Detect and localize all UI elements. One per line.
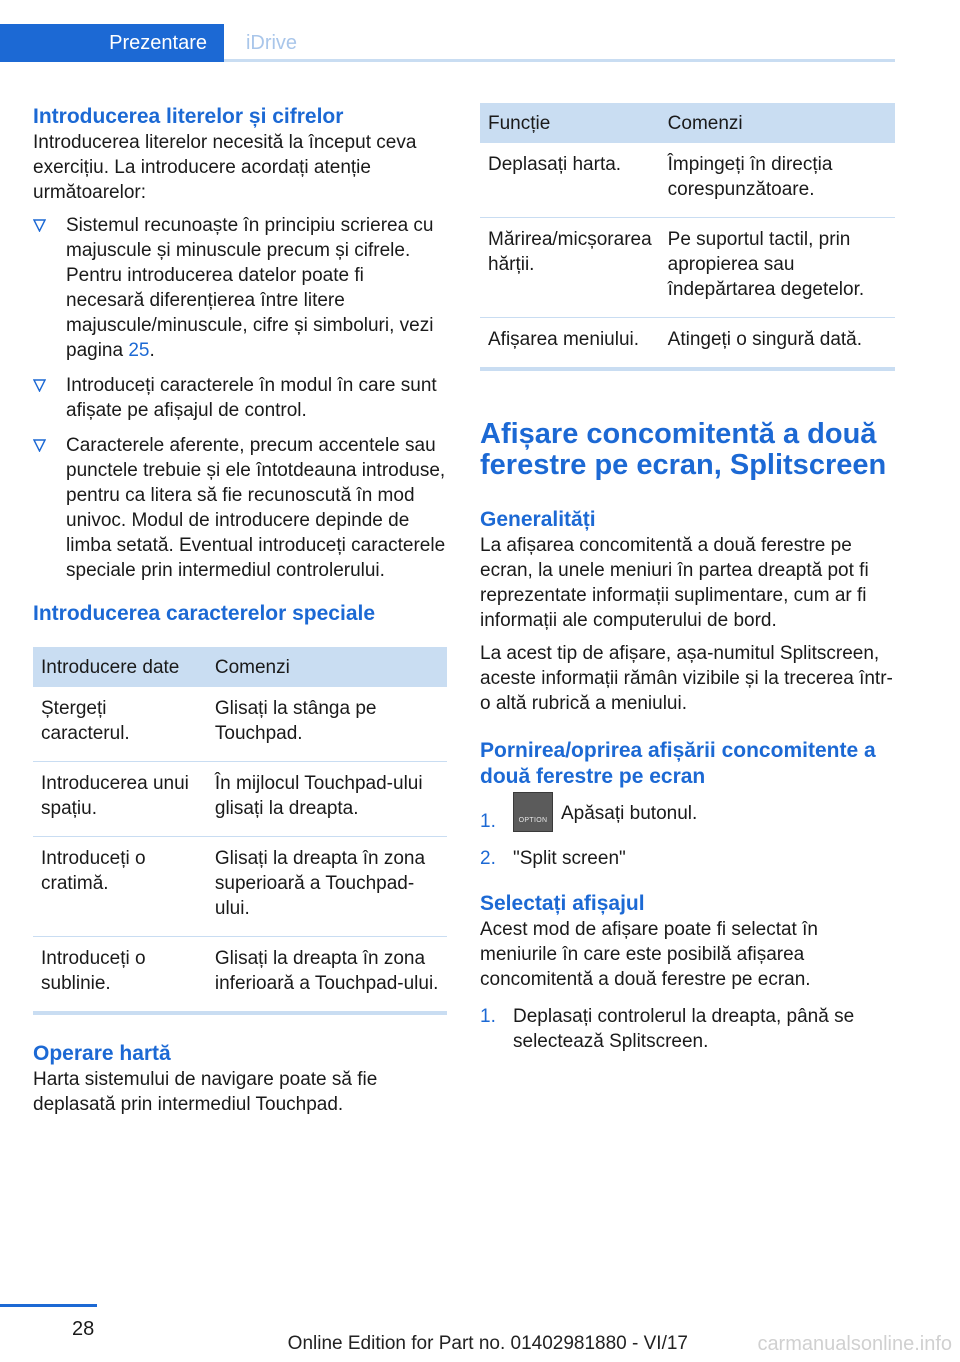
table-cell: Ștergeți caracterul. (33, 687, 207, 762)
table-row (33, 687, 447, 762)
list-item (480, 1004, 895, 1054)
table-cell: Afișarea meniului. (488, 329, 640, 350)
table-bottom-rule (33, 1011, 447, 1015)
triangle-bullet-icon (33, 439, 46, 452)
table-row (480, 318, 895, 368)
table-cell: Glisați la dreapta în zona superioară a Touchpad-ului. (207, 837, 447, 937)
select-text: Acest mod de afișare poate fi selectat în meniurile în care este posibilă afișarea concomitentă a două ferestre pe ecran. (480, 919, 818, 990)
table-cell: Introduceți o sublinie. (41, 948, 146, 994)
chapter-title-splitscreen: Afișare concomitentă a două ferestre pe ecran, Splitscreen (480, 418, 887, 481)
bullet-text-end: . (149, 340, 155, 361)
option-button-label: OPTION (518, 817, 548, 824)
step-number: 2. (480, 848, 496, 869)
special-chars-table (33, 647, 447, 1011)
left-column (33, 100, 447, 1117)
section-title-select: Selectați afișajul (480, 892, 645, 915)
table-row (480, 218, 895, 318)
option-button-icon (513, 792, 553, 832)
right-column (480, 103, 895, 1062)
general-paragraph-2: La acest tip de afișare, așa-numitul Splitscreen, aceste informații rămân vizibile și la trecerea într-o altă rubrică a meniului. (480, 643, 893, 714)
table-cell: Împingeți în direcția corespunzătoare. (660, 143, 895, 218)
section-title-map: Operare hartă (33, 1042, 171, 1065)
section-intro-letters: Introducerea literelor necesită la început ceva exercițiu. La introducere acordați atenție următoarelor: (33, 132, 417, 203)
page-number: 28 (72, 1318, 95, 1340)
step-text: Apăsați butonul. (561, 803, 698, 825)
triangle-bullet-icon (33, 219, 46, 232)
section-title-special-chars: Introducerea caracterelor speciale (33, 602, 376, 625)
steps-select (480, 1004, 895, 1054)
watermark: carmanualsonline.info (757, 1333, 952, 1355)
tab-idrive[interactable]: iDrive (245, 31, 298, 54)
section-title-letters: Introducerea literelor și cifrelor (33, 105, 344, 128)
section-title-onoff: Pornirea/oprirea afișării concomitente a două ferestre pe ecran (480, 739, 876, 788)
table-header: Introducere date (33, 647, 207, 687)
table-cell: Glisați la dreapta în zona inferioară a Touchpad-ului. (214, 948, 439, 994)
table-header: Funcție (480, 103, 660, 143)
table-cell: Introduceți o cratimă. (33, 837, 207, 937)
table-row (33, 837, 447, 937)
list-item (33, 433, 447, 583)
bullet-text: Sistemul recunoaște în principiu scrierea cu majuscule și minuscule precum și cifrele. Pentru introducerea datelor poate fi necesară diferențierea între litere majuscule/minuscule, cifre și simboluri, vezi pagina (66, 215, 434, 361)
triangle-bullet-icon (33, 379, 46, 392)
table-header: Comenzi (660, 103, 895, 143)
section-text-map: Harta sistemului de navigare poate să fie deplasată prin intermediul Touchpad. (33, 1069, 378, 1115)
table-cell: În mijlocul Touchpad-ului glisați la dreapta. (207, 762, 447, 837)
table-header: Comenzi (207, 647, 447, 687)
table-cell: Deplasați harta. (480, 143, 660, 218)
table-row (480, 143, 895, 218)
table-bottom-rule (480, 367, 895, 371)
top-navigation (0, 24, 895, 62)
steps-onoff (480, 798, 895, 871)
list-item (480, 798, 895, 838)
page-link[interactable]: 25 (128, 340, 150, 361)
step-text: "Split screen" (513, 848, 626, 869)
step-text: Deplasați controlerul la dreapta, până se selectează Splitscreen. (513, 1006, 855, 1052)
table-row (33, 937, 447, 1012)
list-item (33, 373, 447, 423)
bullet-text: Caracterele aferente, precum accentele sau punctele trebuie și ele întotdeauna introduse, pentru ca litera să fie recunoscută în mod univoc. Modul de introducere depinde de limba setată. Eventual introduceți caracterele speciale prin intermediul controlerului. (66, 435, 446, 581)
step-number: 1. (480, 1006, 496, 1027)
table-cell: Pe suportul tactil, prin apropierea sau îndepărtarea degetelor. (660, 218, 895, 318)
list-item (480, 846, 895, 871)
list-item (33, 213, 447, 363)
edition-footer: Online Edition for Part no. 01402981880 - VI/17 (287, 1333, 688, 1354)
table-cell: Glisați la stânga pe Touchpad. (207, 687, 447, 762)
section-title-general: Generalități (480, 508, 596, 531)
table-cell: Introducerea unui spațiu. (33, 762, 207, 837)
table-cell: Mărirea/micșorarea hărții. (480, 218, 660, 318)
map-functions-table (480, 103, 895, 367)
step-number: 1. (480, 811, 496, 832)
page-number-rule (0, 1304, 97, 1307)
bullet-list (33, 213, 447, 583)
bullet-text: Introduceți caracterele în modul în care sunt afișate pe afișajul de control. (66, 375, 437, 421)
table-row (33, 762, 447, 837)
tab-prezentare[interactable]: Prezentare (0, 24, 224, 62)
table-cell: Atingeți o singură dată. (667, 329, 863, 350)
general-paragraph-1: La afișarea concomitentă a două ferestre pe ecran, la unele meniuri în partea dreaptă pot fi reprezentate informații suplimentare, cum ar fi informații ale computerului de bord. (480, 535, 869, 631)
